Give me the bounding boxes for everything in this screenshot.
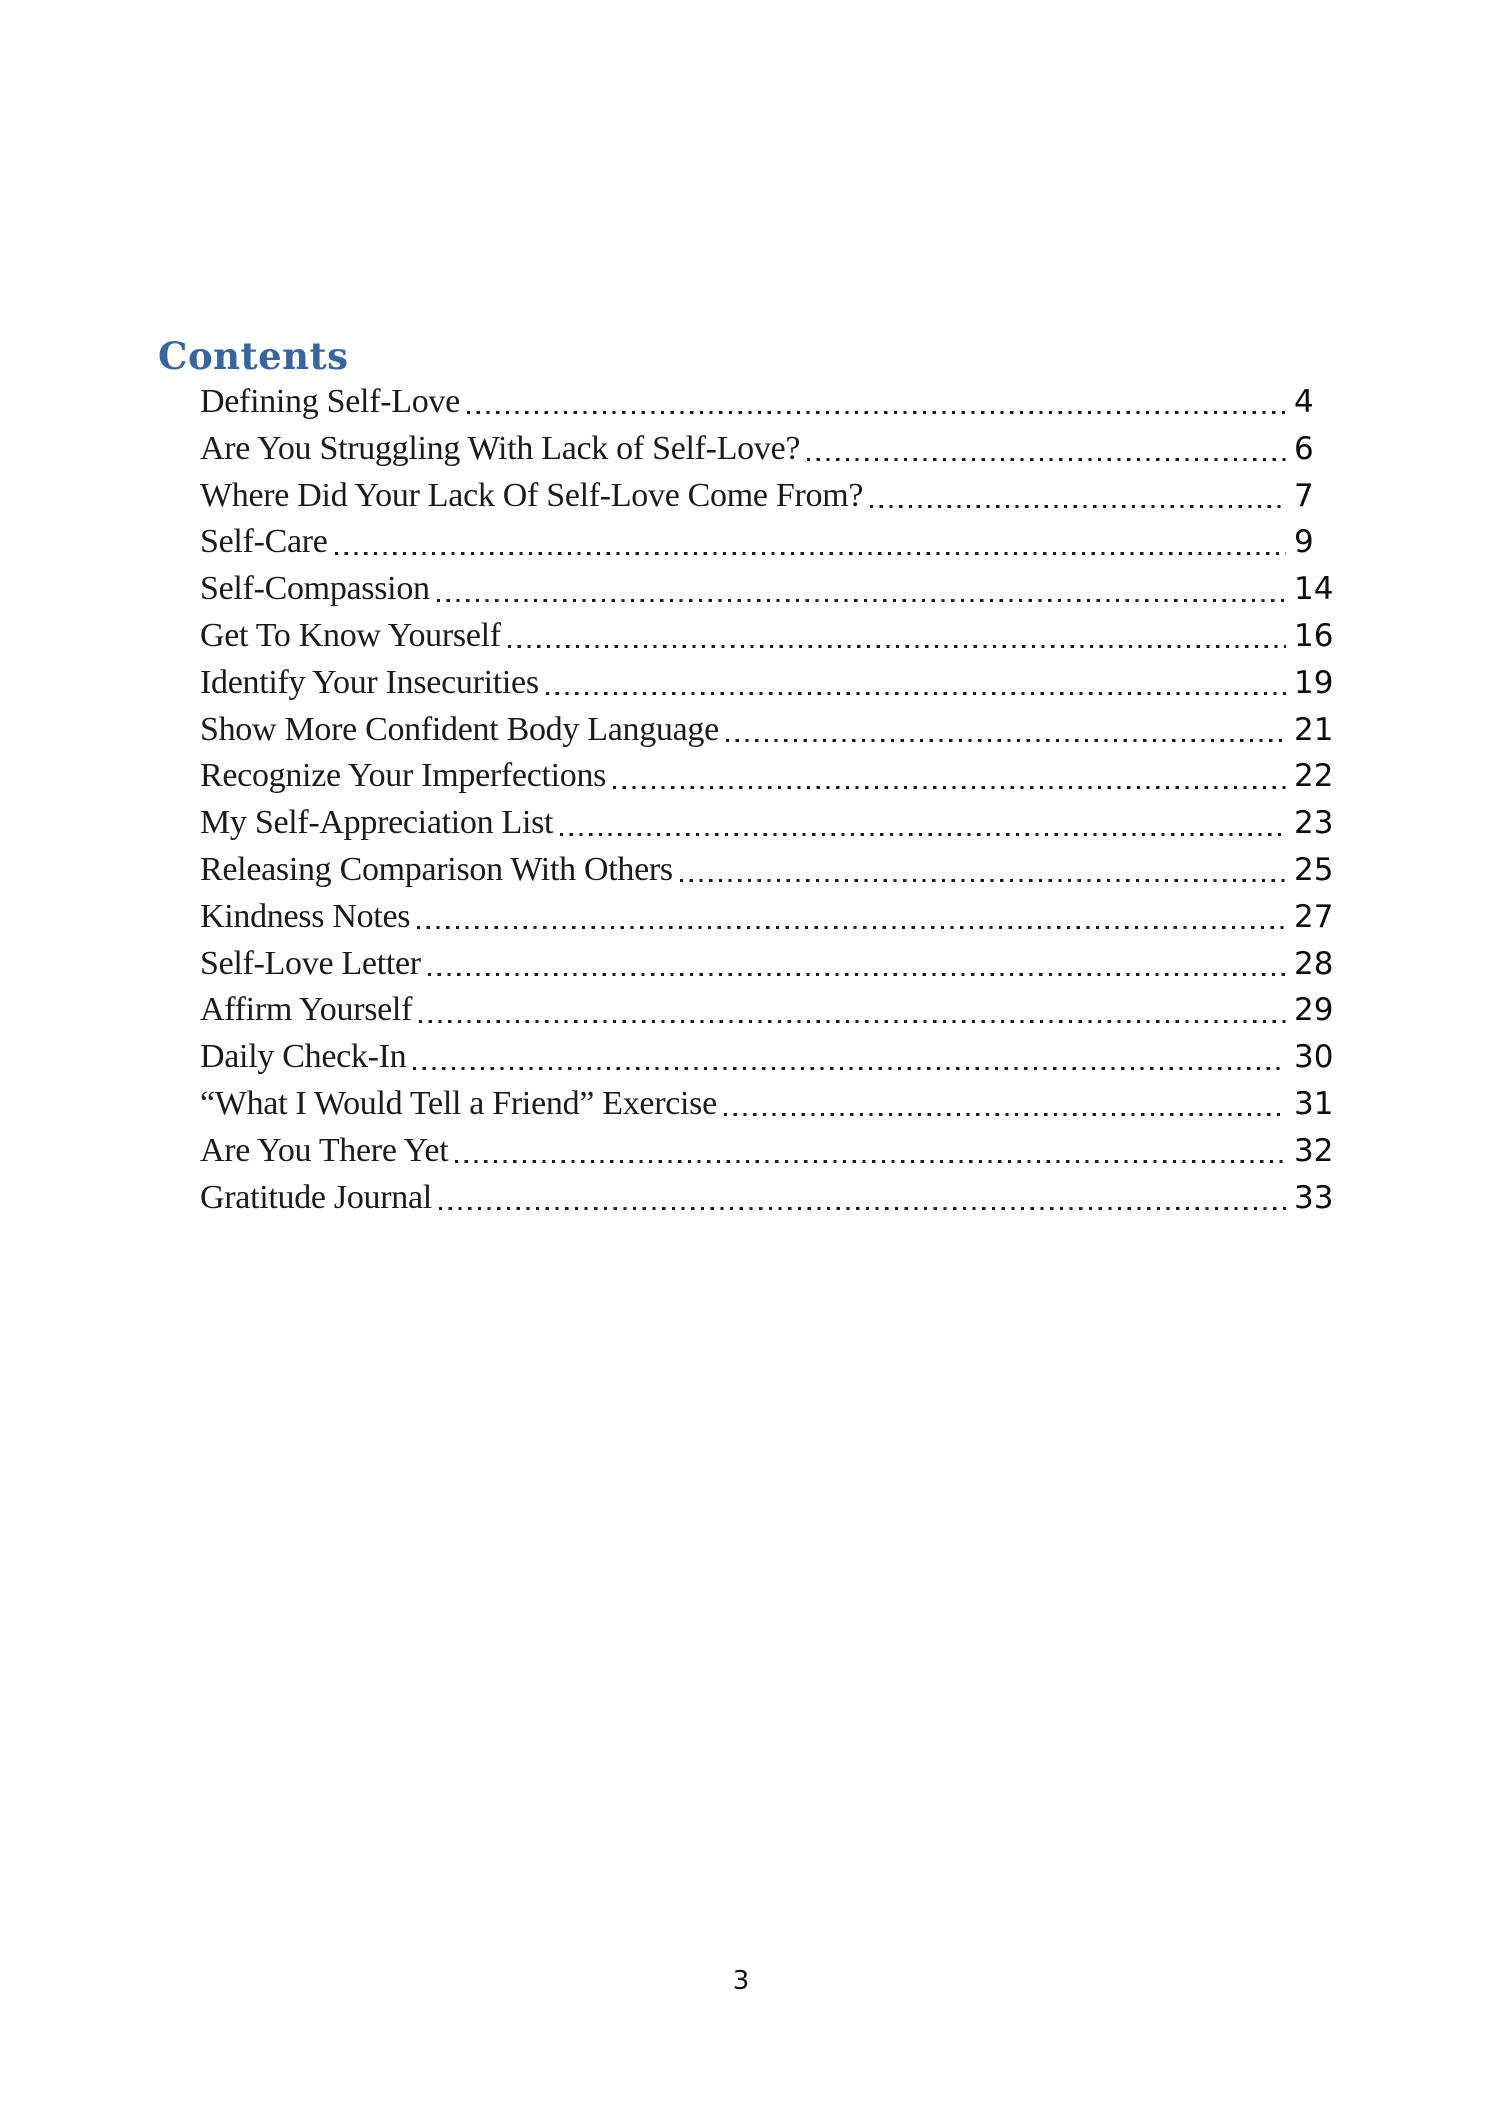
toc-entry-label[interactable]: Releasing Comparison With Others	[200, 850, 673, 888]
toc-entry[interactable]	[200, 660, 1340, 707]
toc-entry-page-number[interactable]: 28	[1294, 945, 1334, 982]
toc-entry-page-number[interactable]: 27	[1294, 898, 1334, 935]
toc-entry-label[interactable]: Defining Self-Love	[200, 383, 460, 420]
toc-entry[interactable]	[200, 473, 1340, 520]
toc-entry[interactable]	[200, 519, 1340, 566]
toc-entry-page-number[interactable]: 30	[1294, 1039, 1334, 1076]
toc-entry-label[interactable]: Daily Check-In	[200, 1038, 407, 1076]
toc-entry[interactable]	[200, 1128, 1340, 1175]
dot-leader	[726, 707, 1286, 754]
dot-leader	[870, 473, 1286, 520]
toc-entry-page-number[interactable]: 4	[1294, 384, 1314, 420]
toc-entry-label[interactable]: Kindness Notes	[200, 897, 411, 935]
dot-leader	[807, 426, 1286, 473]
toc-entry[interactable]	[200, 847, 1340, 894]
toc-entry[interactable]	[200, 613, 1340, 660]
toc-entry-label[interactable]: Are You There Yet	[200, 1131, 449, 1169]
dot-leader	[560, 800, 1286, 847]
toc-entry-page-number[interactable]: 25	[1294, 851, 1334, 888]
table-of-contents	[158, 334, 1340, 1221]
toc-entry-label[interactable]: My Self-Appreciation List	[200, 804, 554, 842]
toc-entry[interactable]	[200, 941, 1340, 988]
toc-entry-label[interactable]: Self-Love Letter	[200, 944, 421, 982]
dot-leader	[437, 566, 1286, 613]
toc-entry[interactable]	[200, 800, 1340, 847]
toc-entry-page-number[interactable]: 16	[1294, 617, 1334, 654]
dot-leader	[428, 941, 1286, 988]
toc-entry[interactable]	[200, 426, 1340, 473]
toc-entry[interactable]	[200, 1034, 1340, 1081]
toc-entry-page-number[interactable]: 29	[1294, 992, 1334, 1029]
toc-entry-label[interactable]: Identify Your Insecurities	[200, 663, 539, 701]
toc-entry-label[interactable]: Self-Compassion	[200, 570, 430, 608]
toc-entry-label[interactable]: “What I Would Tell a Friend” Exercise	[200, 1084, 717, 1122]
dot-leader	[508, 613, 1286, 660]
contents-heading: Contents	[158, 334, 349, 378]
toc-entry-page-number[interactable]: 32	[1294, 1132, 1334, 1169]
toc-entry-label[interactable]: Gratitude Journal	[200, 1178, 432, 1216]
toc-entry-page-number[interactable]: 33	[1294, 1179, 1334, 1216]
toc-entry-page-number[interactable]: 31	[1294, 1085, 1334, 1122]
toc-entry-label[interactable]: Affirm Yourself	[200, 991, 413, 1029]
toc-entry-label[interactable]: Self-Care	[200, 523, 328, 561]
toc-entry-page-number[interactable]: 6	[1294, 430, 1314, 467]
toc-entry[interactable]	[200, 753, 1340, 800]
toc-entry-page-number[interactable]: 23	[1294, 805, 1334, 842]
toc-entry[interactable]	[200, 707, 1340, 754]
toc-entry-label[interactable]: Show More Confident Body Language	[200, 710, 719, 748]
toc-entry-page-number[interactable]: 19	[1294, 664, 1334, 701]
toc-entry-label[interactable]: Where Did Your Lack Of Self-Love Come From?	[200, 476, 864, 514]
toc-entry-label[interactable]: Recognize Your Imperfections	[200, 757, 607, 795]
toc-list	[200, 379, 1340, 1221]
dot-leader	[417, 894, 1286, 941]
dot-leader	[419, 987, 1286, 1034]
toc-entry[interactable]	[200, 894, 1340, 941]
dot-leader	[439, 1175, 1286, 1222]
toc-entry[interactable]	[200, 566, 1340, 613]
toc-entry-label[interactable]: Are You Struggling With Lack of Self-Love?	[200, 429, 801, 467]
toc-entry[interactable]	[200, 1175, 1340, 1222]
dot-leader	[724, 1081, 1286, 1128]
dot-leader	[680, 847, 1286, 894]
toc-entry-page-number[interactable]: 22	[1294, 758, 1334, 795]
footer-page-number: 3	[732, 1966, 750, 1996]
toc-entry[interactable]	[200, 1081, 1340, 1128]
dot-leader	[613, 753, 1286, 800]
dot-leader	[467, 379, 1286, 426]
toc-entry[interactable]	[200, 987, 1340, 1034]
toc-entry[interactable]	[200, 379, 1340, 426]
toc-entry-page-number[interactable]: 21	[1294, 711, 1334, 748]
toc-entry-page-number[interactable]: 9	[1294, 524, 1314, 561]
toc-entry-page-number[interactable]: 7	[1294, 477, 1314, 514]
dot-leader	[335, 519, 1286, 566]
toc-entry-label[interactable]: Get To Know Yourself	[200, 616, 501, 654]
dot-leader	[546, 660, 1286, 707]
dot-leader	[455, 1128, 1286, 1175]
toc-entry-page-number[interactable]: 14	[1294, 571, 1334, 608]
dot-leader	[413, 1034, 1286, 1081]
